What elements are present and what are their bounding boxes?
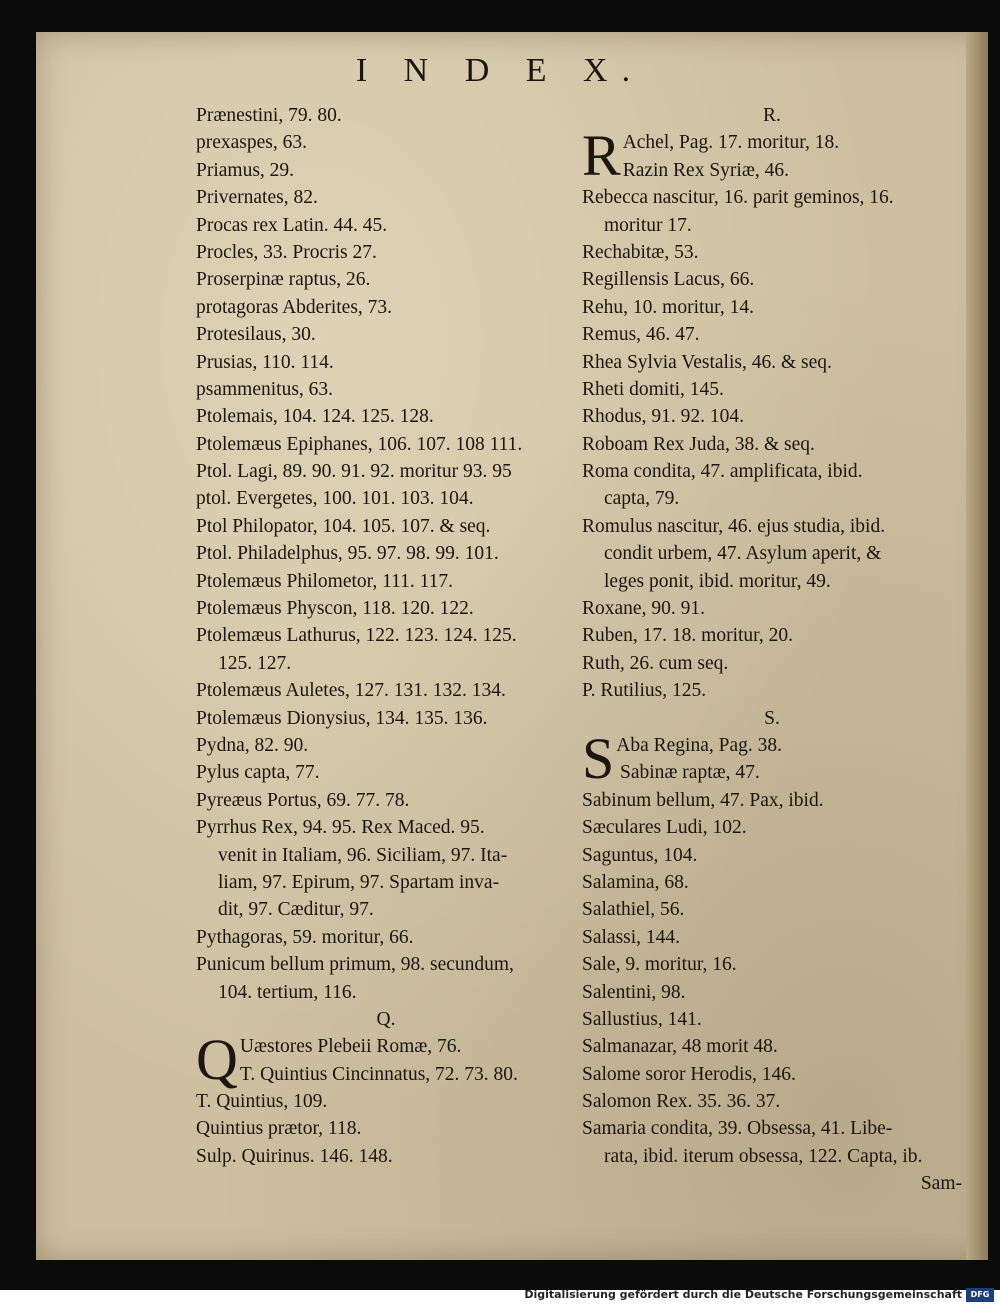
- index-entry: [196, 1088, 576, 1115]
- entry-text: psammenitus, 63.: [196, 378, 334, 400]
- index-entry: [582, 650, 962, 677]
- index-entry: [196, 294, 576, 321]
- index-entry: [196, 403, 576, 430]
- index-entry: [196, 595, 576, 622]
- index-entry: [582, 979, 962, 1006]
- index-entry: [582, 759, 962, 786]
- index-entry: [196, 212, 576, 239]
- index-entry: [196, 759, 576, 786]
- entry-text: Protesilaus, 30.: [196, 324, 316, 346]
- entry-text: Salmanazar, 48 morit 48.: [582, 1036, 778, 1058]
- entry-text: Ptolemais, 104. 124. 125. 128.: [196, 406, 434, 428]
- page-edge: [966, 32, 988, 1260]
- entry-text: protagoras Abderites, 73.: [196, 296, 393, 318]
- entry-text: Ptol Philopator, 104. 105. 107. & seq.: [196, 515, 491, 537]
- entry-text: Romulus nascitur, 46. ejus studia, ibid.: [582, 515, 886, 537]
- entry-text: Ptolemæus Lathurus, 122. 123. 124. 125.: [196, 625, 517, 647]
- index-entry: [582, 622, 962, 649]
- index-heading: I N D E X.: [355, 52, 645, 89]
- entry-text: Roma condita, 47. amplificata, ibid.: [582, 461, 863, 483]
- entry-text: Aba Regina, Pag. 38.: [616, 734, 782, 756]
- index-entry: [582, 349, 962, 376]
- entry-text: Prænestini, 79. 80.: [196, 105, 342, 126]
- entry-text: Sæculares Ludi, 102.: [582, 817, 747, 839]
- entry-text: venit in Italiam, 96. Siciliam, 97. Ita-: [218, 844, 508, 866]
- index-entry: [196, 979, 576, 1006]
- index-entry: [196, 787, 576, 814]
- entry-text: T. Quintius Cincinnatus, 72. 73. 80.: [239, 1063, 518, 1085]
- drop-cap-letter: S: [582, 725, 615, 791]
- index-entry: [582, 321, 962, 348]
- entry-text: Roboam Rex Juda, 38. & seq.: [582, 433, 815, 455]
- entry-text: Salome soror Herodis, 146.: [582, 1063, 796, 1085]
- index-entry: [196, 650, 576, 677]
- entry-text: 125. 127.: [218, 652, 292, 674]
- index-entry: [582, 184, 962, 211]
- index-entry: [196, 705, 576, 732]
- entry-text: Rheti domiti, 145.: [582, 378, 724, 400]
- index-entry: [582, 157, 962, 184]
- entry-text: Pylus capta, 77.: [196, 762, 320, 784]
- entry-text: Achel, Pag. 17. moritur, 18.: [622, 132, 840, 154]
- entry-text: Rebecca nascitur, 16. parit geminos, 16.: [582, 187, 894, 209]
- entry-text: Rechabitæ, 53.: [582, 241, 699, 263]
- index-entry: [196, 157, 576, 184]
- index-entry: [196, 102, 576, 129]
- entry-text: condit urbem, 47. Asylum aperit, &: [604, 543, 882, 565]
- section-letter: [196, 1006, 576, 1033]
- entry-text: Sam-: [920, 1173, 962, 1195]
- index-entry: [196, 568, 576, 595]
- entry-text: Sabinæ raptæ, 47.: [620, 762, 760, 784]
- index-entry: [582, 540, 962, 567]
- index-entry: [196, 266, 576, 293]
- index-entry: [582, 1143, 962, 1170]
- index-entry: [582, 896, 962, 923]
- entry-text: ptol. Evergetes, 100. 101. 103. 104.: [196, 488, 474, 510]
- index-entry: [582, 869, 962, 896]
- entry-text: Pythagoras, 59. moritur, 66.: [196, 926, 414, 948]
- index-entry: [582, 266, 962, 293]
- drop-cap-letter: R: [582, 123, 621, 189]
- entry-text: Roxane, 90. 91.: [582, 598, 705, 620]
- index-entry: [582, 677, 962, 704]
- entry-text: P. Rutilius, 125.: [582, 680, 707, 702]
- index-entry: [582, 513, 962, 540]
- index-entry: [582, 924, 962, 951]
- index-entry: [196, 431, 576, 458]
- index-entry: [196, 129, 576, 156]
- entry-text: Salomon Rex. 35. 36. 37.: [582, 1091, 781, 1113]
- entry-text: Ptol. Lagi, 89. 90. 91. 92. moritur 93. 95: [196, 461, 512, 483]
- entry-text: Saguntus, 104.: [582, 844, 698, 866]
- section-letter: [582, 102, 962, 129]
- index-entry: [196, 1115, 576, 1142]
- index-entry: [196, 814, 576, 841]
- entry-text: prexaspes, 63.: [196, 132, 308, 154]
- index-entry: [582, 787, 962, 814]
- entry-text: Salentini, 98.: [582, 981, 686, 1003]
- index-entry: [582, 951, 962, 978]
- index-entry: [196, 677, 576, 704]
- index-entry: [196, 376, 576, 403]
- index-entry: [582, 1170, 962, 1197]
- entry-text: Regillensis Lacus, 66.: [582, 269, 755, 291]
- index-entry: [196, 622, 576, 649]
- entry-text: Rhodus, 91. 92. 104.: [582, 406, 744, 428]
- index-entry: [582, 1061, 962, 1088]
- index-entry: [196, 732, 576, 759]
- entry-text: Remus, 46. 47.: [582, 324, 700, 346]
- entry-text: Quintius prætor, 118.: [196, 1118, 362, 1140]
- entry-text: moritur 17.: [604, 214, 692, 236]
- index-entry: [196, 239, 576, 266]
- index-entry: [582, 458, 962, 485]
- index-entry: [582, 403, 962, 430]
- entry-text: Proserpinæ raptus, 26.: [196, 269, 371, 291]
- entry-text: 104. tertium, 116.: [218, 981, 357, 1003]
- entry-text: Salamina, 68.: [582, 871, 689, 893]
- entry-text: Rehu, 10. moritur, 14.: [582, 296, 754, 318]
- entry-text: Procas rex Latin. 44. 45.: [196, 214, 388, 236]
- right-column: [582, 102, 962, 1198]
- entry-text: Punicum bellum primum, 98. secundum,: [196, 954, 514, 976]
- index-entry: [196, 1061, 576, 1088]
- entry-text: Ruben, 17. 18. moritur, 20.: [582, 625, 793, 647]
- entry-text: rata, ibid. iterum obsessa, 122. Capta, ib.: [604, 1145, 923, 1167]
- entry-text: Q.: [376, 1008, 396, 1030]
- digitization-credit: Digitalisierung gefördert durch die Deutsche Forschungsgemeinschaft: [524, 1288, 962, 1301]
- entry-text: Razin Rex Syriæ, 46.: [622, 159, 789, 181]
- dfg-logo: DFG: [966, 1288, 994, 1302]
- entry-text: Uæstores Plebeii Romæ, 76.: [239, 1036, 462, 1058]
- index-entry: [582, 1006, 962, 1033]
- index-entry: [196, 896, 576, 923]
- entry-text: Ptolemæus Dionysius, 134. 135. 136.: [196, 707, 488, 729]
- index-entry: [196, 842, 576, 869]
- index-entry: [582, 239, 962, 266]
- index-entry: [196, 485, 576, 512]
- drop-cap-letter: Q: [196, 1027, 238, 1093]
- entry-text: Priamus, 29.: [196, 159, 295, 181]
- entry-text: Sale, 9. moritur, 16.: [582, 954, 737, 976]
- entry-text: capta, 79.: [604, 488, 680, 510]
- index-entry: [582, 595, 962, 622]
- index-entry: [196, 1143, 576, 1170]
- entry-text: Salassi, 144.: [582, 926, 681, 948]
- entry-text: Privernates, 82.: [196, 187, 318, 209]
- index-entry: [582, 376, 962, 403]
- entry-text: Prusias, 110. 114.: [196, 351, 334, 373]
- entry-text: Ptolemæus Philometor, 111. 117.: [196, 570, 454, 592]
- entry-text: T. Quintius, 109.: [196, 1091, 328, 1113]
- entry-text: Sallustius, 141.: [582, 1008, 702, 1030]
- entry-text: S.: [764, 707, 780, 729]
- index-entry: [582, 431, 962, 458]
- entry-text: Rhea Sylvia Vestalis, 46. & seq.: [582, 351, 832, 373]
- index-entry: [196, 321, 576, 348]
- section-letter: [582, 705, 962, 732]
- entry-text: Pydna, 82. 90.: [196, 734, 309, 756]
- index-entry: [582, 485, 962, 512]
- index-entry: [196, 924, 576, 951]
- entry-text: Pyreæus Portus, 69. 77. 78.: [196, 789, 410, 811]
- entry-text: Ptolemæus Auletes, 127. 131. 132. 134.: [196, 680, 506, 702]
- index-entry: [196, 540, 576, 567]
- entry-text: Pyrrhus Rex, 94. 95. Rex Maced. 95.: [196, 817, 485, 839]
- index-entry: [582, 1088, 962, 1115]
- entry-text: liam, 97. Epirum, 97. Spartam inva-: [218, 871, 500, 893]
- index-entry: [582, 568, 962, 595]
- entry-text: Salathiel, 56.: [582, 899, 685, 921]
- index-entry: [582, 842, 962, 869]
- left-column: [196, 102, 576, 1170]
- index-entry: [196, 951, 576, 978]
- index-entry: [582, 1115, 962, 1142]
- index-entry: [196, 869, 576, 896]
- index-entry: [582, 814, 962, 841]
- entry-text: Sulp. Quirinus. 146. 148.: [196, 1145, 393, 1167]
- entry-text: leges ponit, ibid. moritur, 49.: [604, 570, 831, 592]
- index-entry: [582, 1033, 962, 1060]
- index-entry: [196, 349, 576, 376]
- index-entry: [196, 513, 576, 540]
- entry-text: Samaria condita, 39. Obsessa, 41. Libe-: [582, 1118, 893, 1140]
- entry-text: Ptolemæus Physcon, 118. 120. 122.: [196, 598, 474, 620]
- index-entry: [582, 212, 962, 239]
- index-entry: [196, 184, 576, 211]
- entry-text: Sabinum bellum, 47. Pax, ibid.: [582, 789, 824, 811]
- entry-text: Ptol. Philadelphus, 95. 97. 98. 99. 101.: [196, 543, 499, 565]
- entry-text: Procles, 33. Procris 27.: [196, 241, 377, 263]
- entry-text: dit, 97. Cæditur, 97.: [218, 899, 374, 921]
- entry-text: Ptolemæus Epiphanes, 106. 107. 108 111.: [196, 433, 523, 455]
- entry-text: Ruth, 26. cum seq.: [582, 652, 729, 674]
- entry-text: R.: [763, 105, 781, 126]
- index-entry: [582, 294, 962, 321]
- index-entry: [196, 458, 576, 485]
